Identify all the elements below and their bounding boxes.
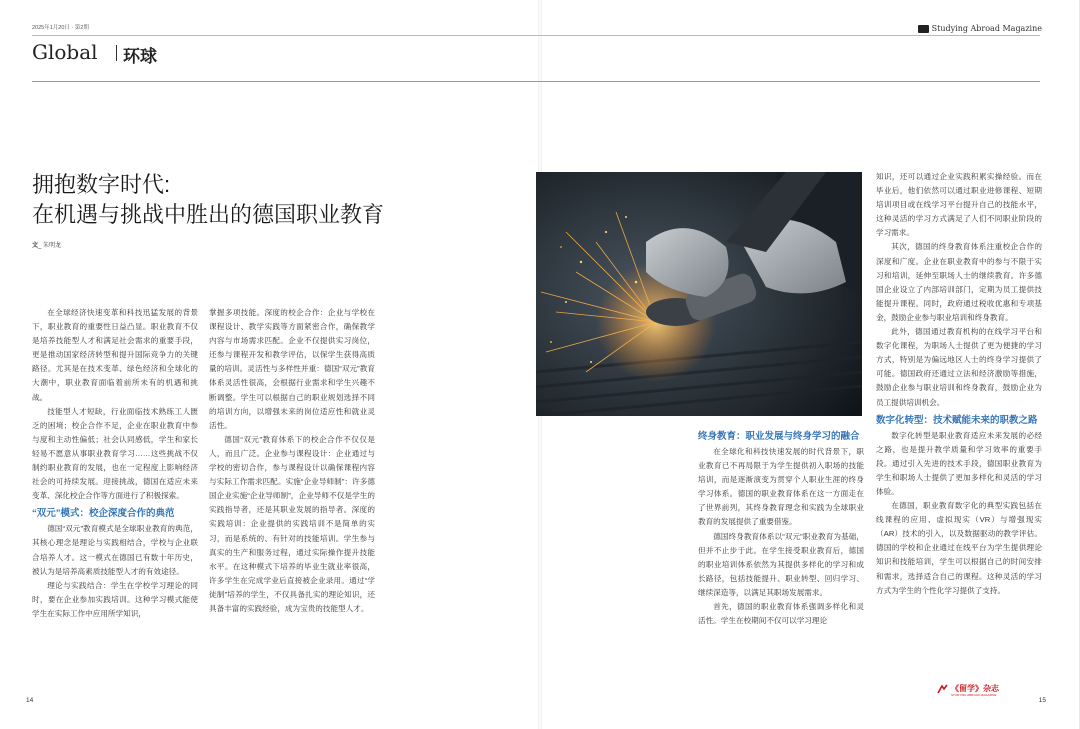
paragraph: 掌握多项技能。深度的校企合作：企业与学校在课程设计、教学实践等方面紧密合作，确保教学内容与市场需求匹配。企业不仅提供实习岗位，还参与课程开发和教学评估，以保学生获得高质量的培训。灵活性与多样性并重：德国“双元”教育体系灵活性很高，会根据行业需求和学生兴趣不断调整。学生可以根据自己的职业规划选择不同的培训方向，以增强未来的岗位适应性和就业灵活性。 xyxy=(209,308,375,430)
magazine-logo xyxy=(937,683,999,697)
paragraph: 此外，德国通过教育机构的在线学习平台和数字化课程，为职场人士提供了更为便捷的学习方式，特别是为偏远地区人士的终身学习提供了可能。德国政府还通过立法和经济激励等措施，鼓励企业参与职业培训和终身教育，鼓励企业为员工提供培训机会。 xyxy=(876,327,1042,407)
subheading: 终身教育：职业发展与终身学习的融合 xyxy=(698,431,860,442)
paragraph: 在全球经济快速变革和科技迅猛发展的背景下，职业教育的重要性日益凸显。职业教育不仅是培养技能型人才和满足社会需求的重要手段，更是推动国家经济转型和提升国际竞争力的关键路径。尤其是在技术变革、绿色经济和全球化的大潮中，职业教育面临着前所未有的机遇和挑战。 xyxy=(32,308,198,402)
section-divider xyxy=(116,45,117,61)
paragraph: 德国“双元”教育体系下的校企合作不仅仅是人，而且广泛。企业参与课程设计：企业通过与学校的密切合作，参与课程设计以确保课程内容与实际工作需求匹配。实施“企业导师制”：许多德国企业实施“企业导师制”，企业导师不仅是学生的实践指导者，还是其职业发展的指导者。深度的实践培训：企业提供的实践培训不是简单的实习，而是系统的、有针对的技能培训。学生参与真实的生产和服务过程，通过实际操作提升技能水平。在这种模式下培养的毕业生就业率很高，许多学生在完成学业后直接被企业录用。通过“学徒制”培养的学生，不仅具备扎实的理论知识，还具备丰富的实践经验，成为宝贵的技能型人才。 xyxy=(209,434,375,613)
article-headline xyxy=(32,170,502,230)
byline-author: _ 朱明龙 xyxy=(38,243,62,249)
header-rule xyxy=(32,35,1040,36)
column-2 xyxy=(209,306,375,616)
brand-header xyxy=(918,24,1042,33)
paragraph: 在全球化和科技快速发展的时代背景下，职业教育已不再局限于为学生提供初入职场的技能培训，而是逐渐演变为贯穿个人职业生涯的终身学习体系。德国的职业教育体系在这一方面走在了世界前列，其终身教育理念和实践为全球职业教育的发展提供了重要借鉴。 xyxy=(698,447,864,527)
issue-date: 2025年1月20日 · 第2期 xyxy=(32,25,89,31)
column-1 xyxy=(32,306,198,621)
paragraph: 德国终身教育体系以“双元”职业教育为基础，但并不止步于此。在学生接受职业教育后，德国的职业培训体系依然为其提供多样化的学习和成长路径，包括技能提升、职业转型、回归学习、继续深造等，以满足其职场发展需求。 xyxy=(698,531,864,597)
byline-prefix: 文 xyxy=(32,243,39,249)
logo-text: 《留学》杂志 xyxy=(951,684,999,693)
column-4 xyxy=(876,170,1042,598)
paragraph: 首先，德国的职业教育体系强调多样化和灵活性。学生在校期间不仅可以学习理论 xyxy=(698,602,864,626)
subheading: 数字化转型：技术赋能未来的职教之路 xyxy=(876,414,1038,426)
paragraph: 理论与实践结合：学生在学校学习理论的同时，要在企业参加实践培训。这种学习模式能使学生在实际工作中应用所学知识， xyxy=(32,580,198,618)
paragraph: 德国“双元”教育模式是全球职业教育的典范，其核心理念是理论与实践相结合，学校与企业联合培养人才。这一模式在德国已有数十年历史，被认为是培养高素质技能型人才的有效途径。 xyxy=(32,524,198,576)
headline-line-2: 在机遇与挑战中胜出的德国职业教育 xyxy=(32,202,385,227)
paragraph: 知识，还可以通过企业实践积累实操经验。而在毕业后，他们依然可以通过职业进修课程、短期培训项目或在线学习平台提升自己的技能水平，这种灵活的学习方式满足了人们不同职业阶段的学习需求。 xyxy=(876,172,1042,238)
column-3 xyxy=(698,426,864,628)
section-title-en: Global xyxy=(32,40,98,64)
byline xyxy=(32,240,61,249)
runner-logo-icon xyxy=(937,684,948,694)
logo-subtitle: STUDYING ABROAD MAGAZINE xyxy=(951,693,997,697)
page-number-left: 14 xyxy=(26,697,34,704)
headline-line-1: 拥抱数字时代: xyxy=(32,172,171,197)
paragraph: 技能型人才短缺，行业面临技术熟练工人匮乏的困境；校企合作不足，企业在职业教育中参与度和主动性偏低；社会认同感低，学生和家长轻易不愿意从事职业教育学习……这些挑战不仅制约职业教育的发展，也在一定程度上影响经济社会的可持续发展。迎接挑战，德国在适应未来变革、深化校企合作等方面进行了积极探索。 xyxy=(32,406,198,501)
brand-name: Studying Abroad Magazine xyxy=(931,24,1042,33)
magazine-logo-icon xyxy=(918,25,929,33)
paragraph: 在德国，职业教育数字化的典型实践包括在线课程的应用、虚拟现实（VR）与增强现实（AR）技术的引入，以及数据驱动的教学评估。德国的学校和企业通过在线平台为学生提供理论知识和技能培训，学生可以根据自己的时间安排和需求，选择适合自己的课程。这种灵活的学习方式为学生的个性化学习提供了支持。 xyxy=(876,501,1042,595)
article-photo xyxy=(536,172,862,416)
subheading: “双元”模式：校企深度合作的典范 xyxy=(32,508,175,520)
grinder-sparks-image xyxy=(536,172,862,416)
section-title-cn: 环球 xyxy=(123,47,157,67)
paragraph: 其次，德国的终身教育体系注重校企合作的深度和广度。企业在职业教育中的参与不限于实习和培训，延伸至职场人士的继续教育。许多德国企业设立了内部培训部门，定期为员工提供技能提升课程。同时，政府通过税收优惠和专项基金，鼓励企业参与职业培训和终身教育。 xyxy=(876,242,1042,322)
page-number-right: 15 xyxy=(1038,697,1046,704)
paragraph: 数字化转型是职业教育适应未来发展的必经之路，也是提升教学质量和学习效率的重要手段。通过引入先进的技术手段，德国职业教育为学生和职场人士提供了更加多样化和灵活的学习体验。 xyxy=(876,430,1042,496)
section-rule xyxy=(32,81,1040,82)
